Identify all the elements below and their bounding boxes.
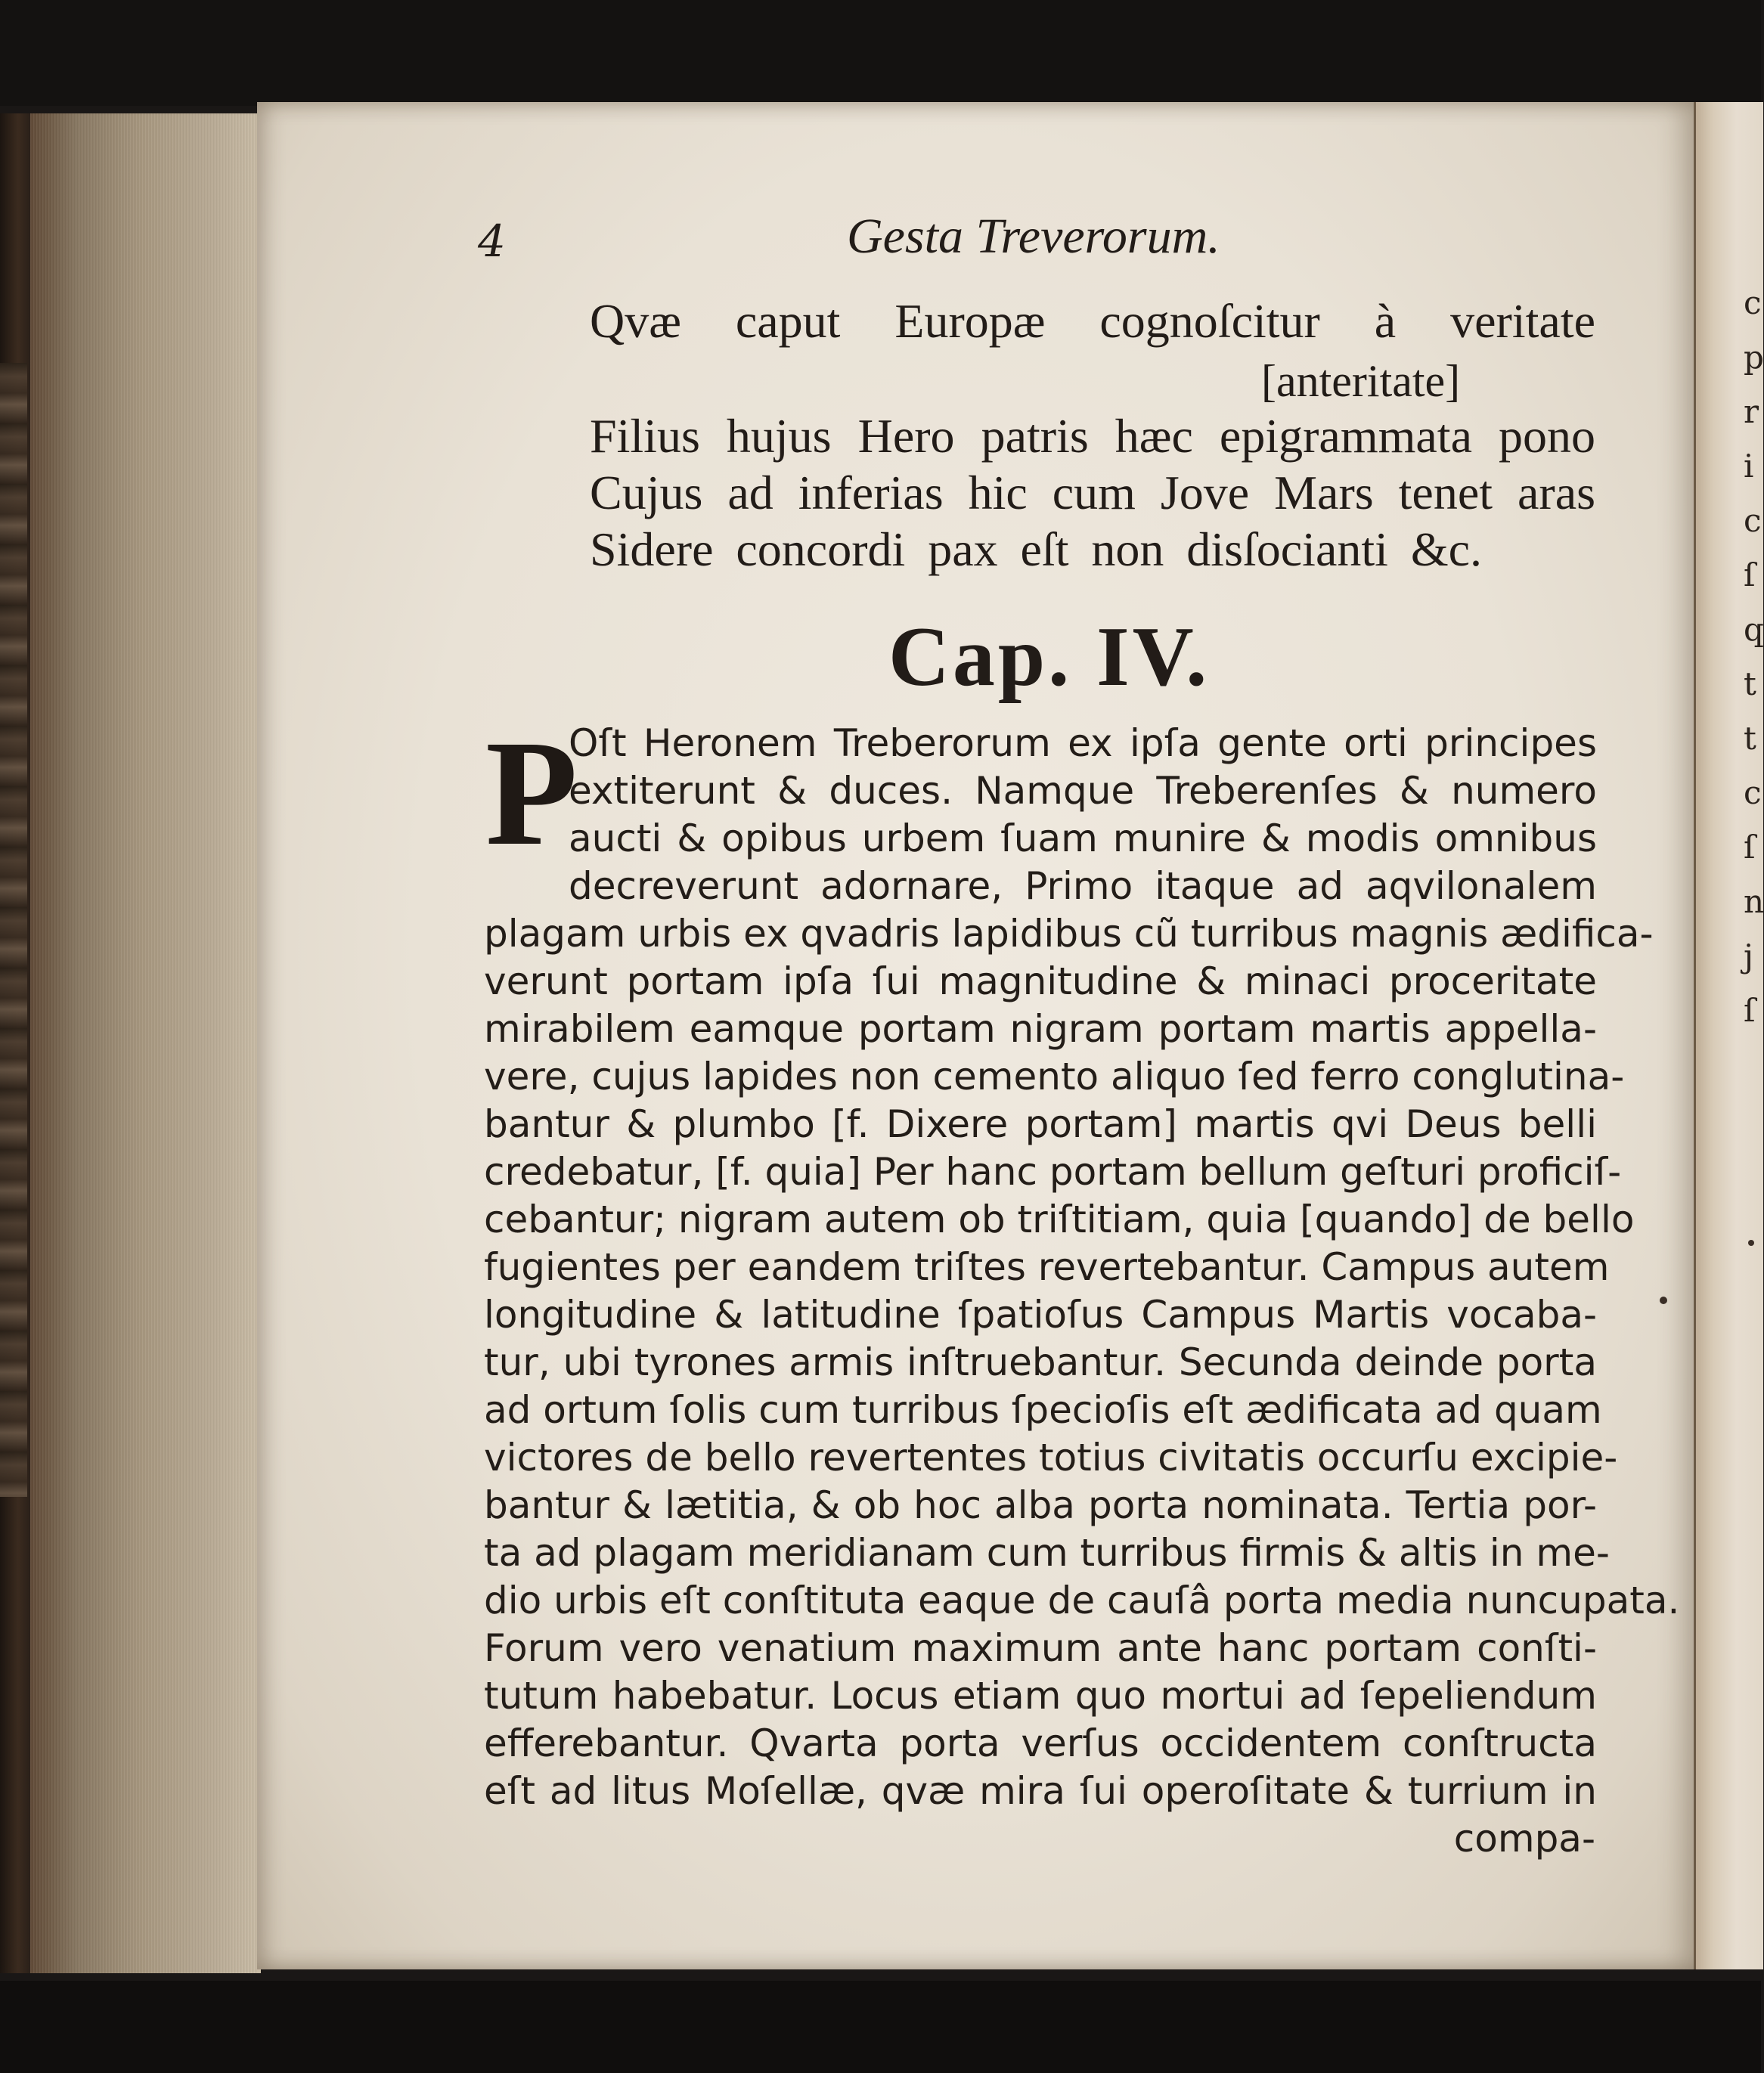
body-line: bantur & plumbo [f. Dixere portam] martis qvi Deus belli — [484, 1102, 1597, 1146]
body-line: credebatur, [f. quia] Per hanc portam bellum geſturi proficiſ- — [484, 1150, 1622, 1194]
verse-line: Sidere concordi pax eſt non disſocianti &c. — [590, 522, 1482, 576]
body-line: Oſt Heronem Treberorum ex ipſa gente orti principes — [569, 721, 1597, 765]
binding-wear — [0, 363, 27, 1497]
body-line: tutum habebatur. Locus etiam quo mortui ad ſepeliendum — [484, 1674, 1597, 1718]
next-page-fragment: i — [1744, 448, 1754, 485]
running-head: Gesta Treverorum. — [847, 209, 1220, 264]
verse-line: Filius hujus Hero patris hæc epigrammata pono — [590, 409, 1595, 463]
next-page-fragment: c — [1744, 284, 1762, 321]
chapter-heading: Cap. IV. — [888, 610, 1211, 704]
verse-line: Qvæ caput Europæ cognoſcitur à veritate — [590, 294, 1595, 348]
verse-line: Cujus ad inferias hic cum Jove Mars tenet aras — [590, 466, 1595, 519]
body-line: verunt portam ipſa ſui magnitudine & minaci proceritate — [484, 959, 1597, 1003]
next-page-fragment: p — [1744, 339, 1764, 376]
body-line: victores de bello revertentes totius civitatis occurſu excipie- — [484, 1436, 1618, 1480]
body-line: efferebantur. Qvarta porta verſus occidentem conſtructa — [484, 1721, 1597, 1765]
body-line: fugientes per eandem triſtes revertebantur. Campus autem — [484, 1245, 1610, 1289]
body-line: ad ortum ſolis cum turribus ſpecioſis eſt ædificata ad quam — [484, 1388, 1602, 1432]
body-line: mirabilem eamque portam nigram portam martis appella- — [484, 1007, 1597, 1051]
body-line: plagam urbis ex qvadris lapidibus cũ turribus magnis ædifica- — [484, 912, 1654, 956]
body-line: tur, ubi tyrones armis inſtruebantur. Secunda deinde porta — [484, 1340, 1597, 1384]
next-page-fragment: ſ — [1744, 829, 1756, 866]
body-line: dio urbis eſt conſtituta eaque de cauſâ porta media nuncupata. — [484, 1579, 1680, 1622]
background-top — [0, 0, 1761, 106]
verse-gloss: [anteritate] — [1261, 356, 1461, 406]
body-line: vere, cujus lapides non cemento aliquo ſed ferro conglutina- — [484, 1055, 1625, 1098]
body-line: ta ad plagam meridianam cum turribus firmis & altis in me- — [484, 1531, 1610, 1575]
body-line: extiterunt & duces. Namque Treberenſes & numero — [569, 769, 1597, 813]
next-page-fragment: q — [1744, 611, 1764, 648]
next-page-fragment: n — [1744, 883, 1764, 920]
next-page-fragment: c — [1744, 502, 1762, 539]
catchword: compa- — [1453, 1817, 1595, 1861]
body-line: aucti & opibus urbem ſuam munire & modis omnibus — [569, 816, 1597, 860]
ink-speck — [1748, 1240, 1754, 1246]
next-page-fragment: r — [1744, 393, 1759, 430]
page-number: 4 — [478, 215, 506, 267]
next-page-fragment: t — [1744, 720, 1756, 757]
fore-edge-texture — [30, 113, 257, 1973]
background-bottom — [0, 1981, 1761, 2073]
ink-speck — [1660, 1297, 1667, 1304]
body-line: bantur & lætitia, & ob hoc alba porta nominata. Tertia por- — [484, 1483, 1597, 1527]
drop-cap: P — [485, 710, 578, 877]
next-page-fragment: c — [1744, 774, 1762, 811]
next-page-fragment: j — [1744, 937, 1754, 975]
next-page-fragment: ſ — [1744, 992, 1756, 1029]
body-line: cebantur; nigram autem ob triſtitiam, quia [quando] de bello — [484, 1198, 1635, 1241]
body-line: eſt ad litus Moſellæ, qvæ mira ſui operoſitate & turrium in — [484, 1769, 1597, 1813]
body-line: longitudine & latitudine ſpatioſus Campus Martis vocaba- — [484, 1293, 1597, 1337]
next-page-letters — [1744, 284, 1764, 1049]
next-page-fragment: ſ — [1744, 556, 1756, 593]
body-line: Forum vero venatium maximum ante hanc portam conſti- — [484, 1626, 1597, 1670]
next-page-fragment: t — [1744, 665, 1756, 702]
body-line: decreverunt adornare, Primo itaque ad aqvilonalem — [569, 864, 1597, 908]
